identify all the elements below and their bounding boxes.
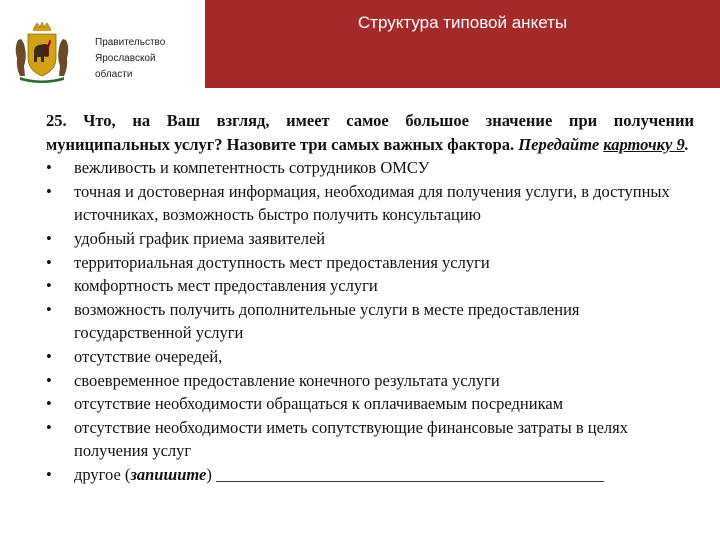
option-label: вежливость и компетентность сотрудников ОМСУ <box>74 158 430 178</box>
other-write-in-label: запишите <box>130 464 207 484</box>
option-label: удобный график приема заявителей <box>74 228 326 248</box>
answer-option <box>46 392 694 416</box>
answer-option <box>46 345 694 369</box>
header-title-bar <box>205 0 720 88</box>
option-label: возможность получить дополнительные услуги в месте предоставления государственной услуги <box>74 299 580 343</box>
option-label: отсутствие очередей, <box>74 346 223 366</box>
answer-option <box>46 274 694 298</box>
bullet: • <box>46 346 52 366</box>
question-text <box>46 109 694 156</box>
org-name-line-1: Правительство <box>95 37 166 48</box>
answer-option <box>46 180 694 227</box>
answer-option-other <box>46 463 694 487</box>
other-prefix: другое ( <box>74 464 131 484</box>
organization-name <box>95 35 165 83</box>
answer-option <box>46 227 694 251</box>
org-name-line-3: области <box>95 69 133 80</box>
bullet: • <box>46 299 52 319</box>
answer-option <box>46 369 694 393</box>
instruction-suffix: . <box>684 134 689 154</box>
bullet: • <box>46 158 52 178</box>
coat-of-arms-emblem <box>12 22 72 84</box>
bullet: • <box>46 417 52 437</box>
question-instruction <box>518 135 689 154</box>
answer-option <box>46 416 694 463</box>
bullet: • <box>46 252 52 272</box>
questionnaire-content <box>46 109 694 487</box>
org-name-line-2: Ярославской <box>95 53 156 64</box>
bullet: • <box>46 394 52 414</box>
option-label: территориальная доступность мест предоставления услуги <box>74 252 490 272</box>
other-write-in-line: ) _______________________________________________ <box>206 464 604 484</box>
bullet: • <box>46 464 52 484</box>
instruction-prefix: Передайте <box>518 134 604 154</box>
option-label: точная и достоверная информация, необходимая для получения услуги, в доступных источниках, возможность быстро получить консультацию <box>74 181 670 225</box>
bullet: • <box>46 276 52 296</box>
answer-option <box>46 156 694 180</box>
answer-options-list <box>46 156 694 486</box>
bullet: • <box>46 181 52 201</box>
option-label: отсутствие необходимости обращаться к оплачиваемым посредникам <box>74 394 564 414</box>
header-logo-area <box>0 0 205 90</box>
answer-option <box>46 251 694 275</box>
option-label: отсутствие необходимости иметь сопутствующие финансовые затраты в целях получения услуг <box>74 417 628 461</box>
slide-title: Структура типовой анкеты <box>357 13 568 32</box>
question-body: 25. Что, на Ваш взгляд, имеет самое большое значение при получении муниципальных услуг? Назовите три самых важных фактора. <box>46 111 694 154</box>
bullet: • <box>46 370 52 390</box>
instruction-card-link: карточку 9 <box>603 134 685 154</box>
bullet: • <box>46 228 52 248</box>
answer-option <box>46 298 694 345</box>
option-label: своевременное предоставление конечного результата услуги <box>74 370 500 390</box>
option-label: комфортность мест предоставления услуги <box>74 276 378 296</box>
